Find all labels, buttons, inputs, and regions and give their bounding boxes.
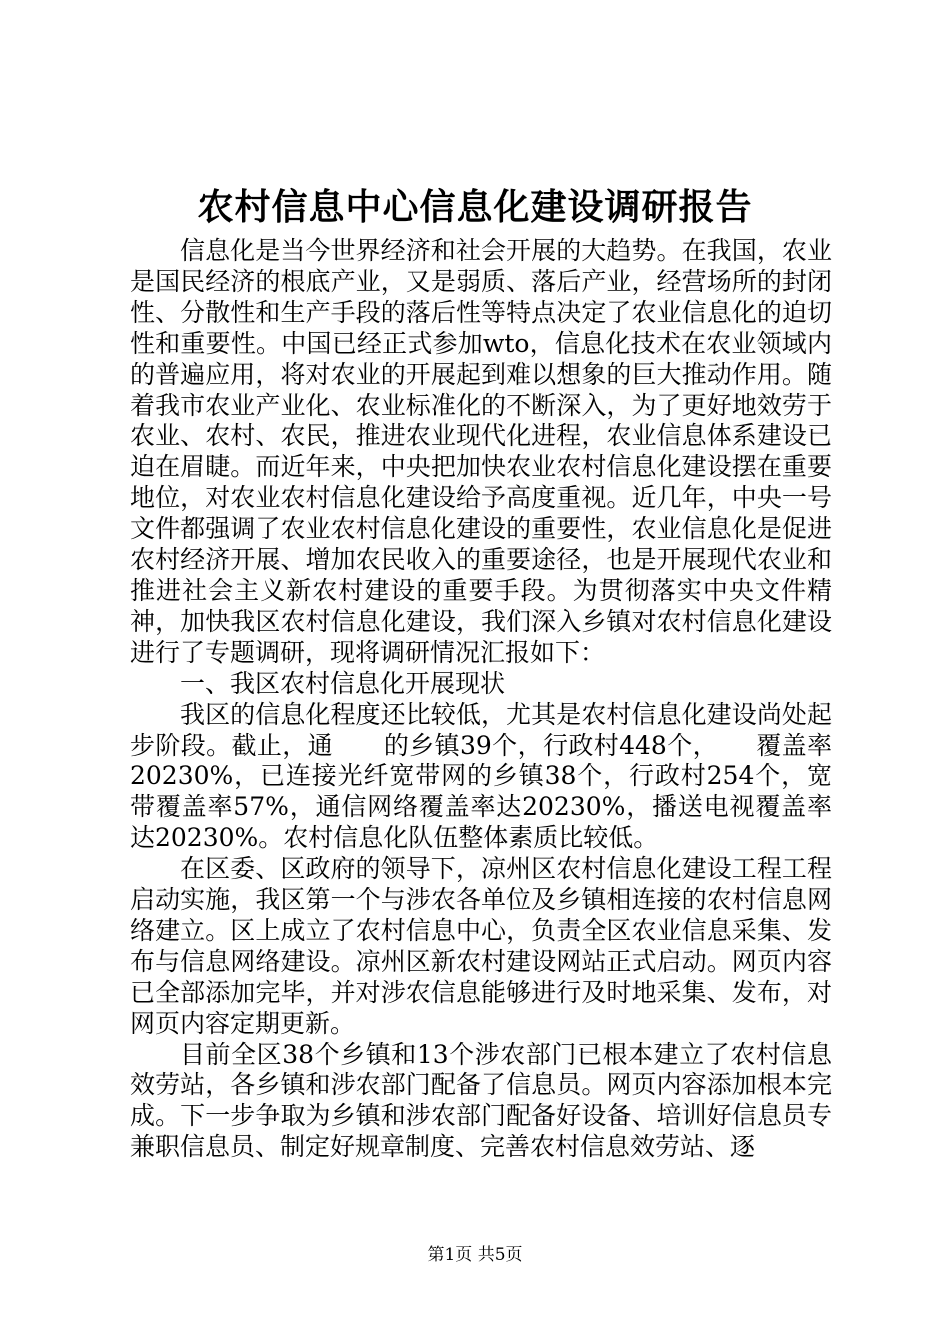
- page-number-footer: 第1页 共5页: [427, 1245, 523, 1265]
- paragraph-leadership: 在区委、区政府的领导下，凉州区农村信息化建设工程工程启动实施，我区第一个与涉农各单位及乡镇相连接的农村信息网络建立。区上成立了农村信息中心，负责全区农业信息采集、发布与信息网络建设。凉州区新农村建设网站正式启动。网页内容已全部添加完毕，并对涉农信息能够进行及时地采集、发布，对网页内容定期更新。: [130, 854, 832, 1038]
- document-body: [130, 236, 832, 1163]
- paragraph-current: 目前全区38个乡镇和13个涉农部门已根本建立了农村信息效劳站，各乡镇和涉农部门配备了信息员。网页内容添加根本完成。下一步争取为乡镇和涉农部门配备好设备、培训好信息员专兼职信息员、制定好规章制度、完善农村信息效劳站、逐: [130, 1039, 832, 1162]
- page-title: 农村信息中心信息化建设调研报告: [197, 187, 753, 228]
- paragraph-intro: 信息化是当今世界经济和社会开展的大趋势。在我国，农业是国民经济的根底产业，又是弱质、落后产业，经营场所的封闭性、分散性和生产手段的落后性等特点决定了农业信息化的迫切性和重要性。中国已经正式参加wto，信息化技术在农业领域内的普遍应用，将对农业的开展起到难以想象的巨大推动作用。随着我市农业产业化、农业标准化的不断深入，为了更好地效劳于农业、农村、农民，推进农业现代化进程，农业信息体系建设已迫在眉睫。而近年来，中央把加快农业农村信息化建设摆在重要地位，对农业农村信息化建设给予高度重视。近几年，中央一号文件都强调了农业农村信息化建设的重要性，农业信息化是促进农村经济开展、增加农民收入的重要途径，也是开展现代农业和推进社会主义新农村建设的重要手段。为贯彻落实中央文件精神，加快我区农村信息化建设，我们深入乡镇对农村信息化建设进行了专题调研，现将调研情况汇报如下：: [130, 236, 832, 667]
- section-heading-status: 一、我区农村信息化开展现状: [180, 668, 506, 698]
- paragraph-status: 我区的信息化程度还比较低，尤其是农村信息化建设尚处起步阶段。截止，通 的乡镇39个，行政村448个， 覆盖率20230%，已连接光纤宽带网的乡镇38个，行政村254个，宽带覆盖率57%，通信网络覆盖率达20230%，播送电视覆盖率达20230%。农村信息化队伍整体素质比较低。: [130, 699, 832, 853]
